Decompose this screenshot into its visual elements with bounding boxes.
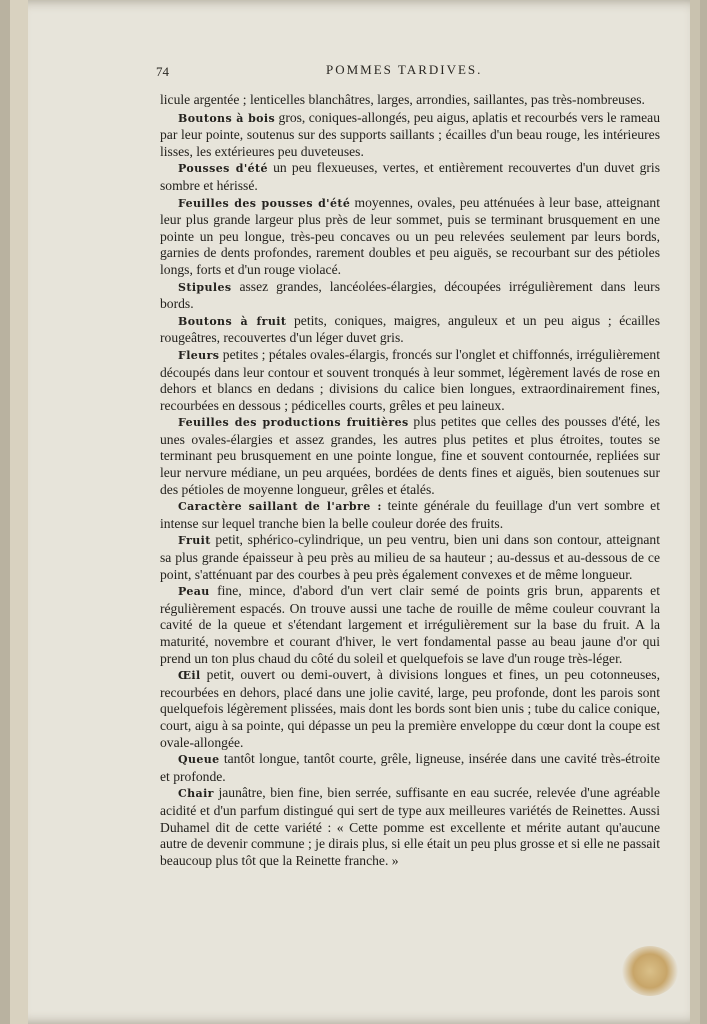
paragraph-11	[160, 667, 660, 751]
paragraph-lead: Peau	[178, 585, 210, 599]
paragraph-text: plus petites que celles des pousses d'été, les unes ovales-élargies et assez grandes, les autres plus petites et plus étroites, toutes se terminant peu brusquement en une pointe longue, fine et souvent contournée, repliées sur leur nervure médiane, un peu arquées, bordées de dents fines et aiguës, bien soutenues sur des pétioles de moyenne longueur, grêles et étalés.	[160, 414, 660, 497]
paragraph-7	[160, 414, 660, 498]
page-stain	[622, 946, 678, 996]
paragraph-lead: Boutons à bois	[178, 111, 276, 125]
book-page	[10, 0, 700, 1024]
paragraph-1	[160, 110, 660, 161]
paragraph-lead: Chair	[178, 787, 214, 801]
page-gutter	[10, 0, 28, 1024]
running-header	[156, 60, 676, 82]
paragraph-text: un peu flexueuses, vertes, et entièrement recouvertes d'un duvet gris sombre et hérissé.	[160, 160, 660, 193]
paragraph-text: licule argentée ; lenticelles blanchâtres, larges, arrondies, saillantes, pas très-nombreuses.	[160, 92, 645, 107]
paragraph-text: gros, coniques-allongés, peu aigus, aplatis et recourbés vers le rameau par leur pointe, soutenus sur des supports saillants ; écailles d'un beau rouge, les intérieures lisses, les extérieures peu duveteuses.	[160, 109, 661, 159]
paragraph-6	[160, 347, 660, 414]
paragraph-text: tantôt longue, tantôt courte, grêle, ligneuse, insérée dans une cavité très-étroite et profonde.	[160, 751, 660, 784]
paragraph-lead: Pousses d'été	[178, 162, 268, 176]
paragraph-text: petit, sphérico-cylindrique, un peu ventru, bien uni dans son contour, atteignant sa plus grande épaisseur à peu près au milieu de sa hauteur ; au-dessus et au-dessous de ce point, s'atténuant par des courbes à peu près également convexes et de même longueur.	[160, 532, 660, 582]
paragraph-lead: Queue	[178, 753, 220, 767]
body-text	[160, 92, 660, 869]
paragraph-lead: Stipules	[178, 280, 232, 294]
paragraph-lead: Feuilles des pousses d'été	[178, 196, 351, 210]
paragraph-4	[160, 279, 660, 313]
paragraph-text: moyennes, ovales, peu atténuées à leur base, atteignant leur plus grande largeur plus près de leur sommet, puis se terminant brusquement en une pointe un peu longue, très-peu concaves ou un peu relevées seulement par leurs bords, garnies de dents profondes, rarement doubles et peu aiguës, se recourbant sur des pétioles longs, forts et d'un rouge violacé.	[160, 194, 660, 277]
paragraph-text: petits, coniques, maigres, anguleux et un peu aigus ; écailles rougeâtres, recouvertes d'un léger duvet gris.	[160, 312, 661, 346]
paragraph-lead: Caractère saillant de l'arbre :	[178, 500, 382, 514]
paragraph-lead: Fleurs	[178, 348, 220, 362]
paragraph-3	[160, 195, 660, 279]
paragraph-lead: Feuilles des productions fruitières	[178, 416, 409, 430]
running-title: POMMES TARDIVES.	[326, 62, 483, 77]
paragraph-text: petites ; pétales ovales-élargis, froncés sur l'onglet et chiffonnés, irrégulièrement découpés dans leur contour et souvent tronqués à leur sommet, légèrement lavés de rose en dehors et blancs en dedans ; divisions du calice bien longues, extraordinairement fines, recourbées en dessous ; pédicelles courts, grêles et peu laineux.	[160, 346, 660, 413]
paragraph-text: teinte générale du feuillage d'un vert sombre et intense sur lequel tranche bien la belle couleur dorée des fruits.	[160, 498, 660, 531]
page-edge	[690, 0, 700, 1024]
paragraph-lead: Œil	[178, 669, 201, 683]
paragraph-0	[160, 92, 660, 110]
paragraph-2	[160, 160, 660, 194]
paragraph-13	[160, 785, 660, 869]
paragraph-text: jaunâtre, bien fine, bien serrée, suffisante en eau sucrée, relevée d'une agréable acidité et d'un parfum distingué qui sert de type aux meilleures variétés de Reinettes. Aussi Duhamel dit de cette variété : « Cette pomme est excellente et mérite autant qu'aucune autre de devenir commune ; je dirais plus, si elle était un peu plus grosse et si elle ne passait beaucoup plus tôt que la Reinette franche. »	[160, 785, 660, 868]
paragraph-text: petit, ouvert ou demi-ouvert, à divisions longues et fines, un peu cotonneuses, recourbées en dehors, placé dans une jolie cavité, large, peu profonde, dont les parois sont quelquefois légèrement plissées, mais dont les bords sont bien unis ; tube du calice conique, court, aigu à sa pointe, qui dépasse un peu la première enveloppe du cœur dont la coupe est ovale-allongée.	[160, 667, 660, 750]
paragraph-5	[160, 313, 660, 347]
paragraph-9	[160, 532, 660, 583]
paragraph-lead: Boutons à fruit	[178, 314, 287, 328]
paragraph-lead: Fruit	[178, 534, 211, 548]
paragraph-text: assez grandes, lancéolées-élargies, découpées irrégulièrement dans leurs bords.	[160, 278, 660, 312]
paragraph-8	[160, 498, 660, 532]
paragraph-text: fine, mince, d'abord d'un vert clair semé de points gris brun, apparents et régulièrement espacés. On trouve aussi une tache de rouille de même couleur couvrant la cavité de la queue et s'étendant largement et irrégulièrement sur la base du fruit. A la maturité, novembre et courant d'hiver, le vert fondamental passe au beau jaune d'or qui prend un ton plus chaud du côté du soleil et quelquefois se lave d'un rouge très-léger.	[160, 583, 660, 666]
paragraph-12	[160, 751, 660, 785]
page-number: 74	[156, 64, 169, 79]
paragraph-10	[160, 583, 660, 667]
